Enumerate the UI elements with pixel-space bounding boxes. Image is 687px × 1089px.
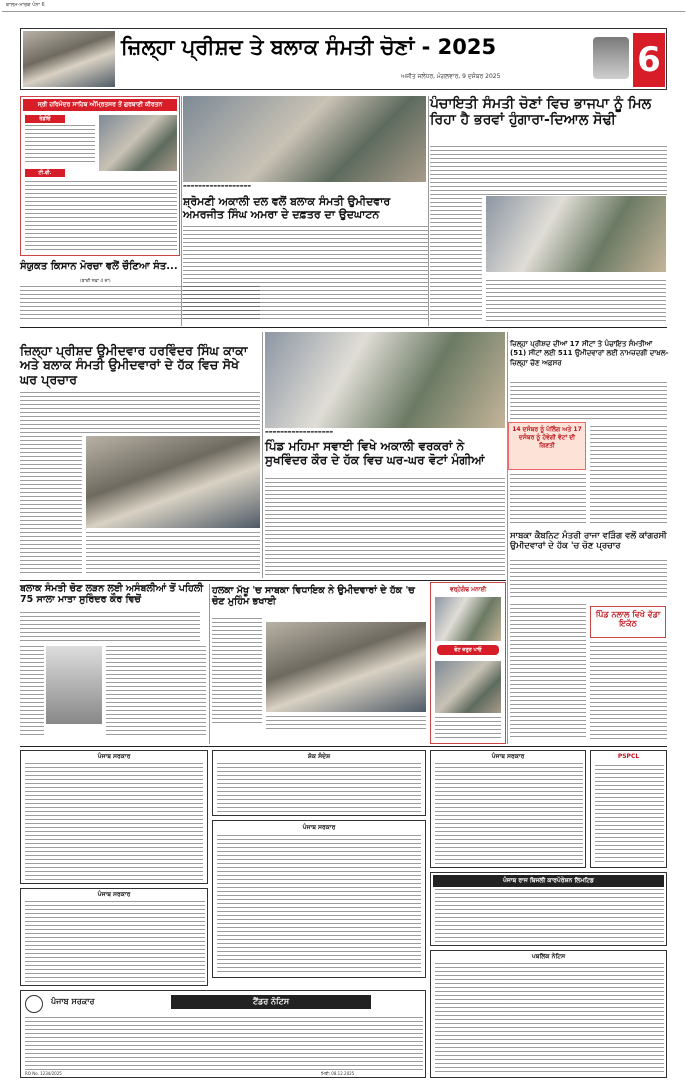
masthead-dateline: ਅਜੀਤ ਜਲੰਧਰ, ਮੰਗਲਵਾਰ, 9 ਦਸੰਬਰ 2025 [401,73,501,80]
top-strip [2,0,685,12]
seats-headline: ਜ਼ਿਲ੍ਹਾ ਪ੍ਰੀਸ਼ਦ ਦੀਆਂ 17 ਸੀਟਾਂ ਤੇ ਪੰਚਾਇਤ ਸੰਮਤੀਆਂ (51) ਸੀਟਾਂ ਲਈ 511 ਉਮੀਦਵਾਰਾਂ ਲਈ ਨਾਮਜ਼ਦਗੀ ਦਾਖ਼ਲ-ਜ਼ਿਲ੍ਹਾ ਚੋਣ ਅਫ਼ਸਰ [510,340,669,367]
mahima-headline: ਪਿੰਡ ਮਹਿਮਾ ਸਵਾਈ ਵਿਖੇ ਅਕਾਲੀ ਵਰਕਰਾਂ ਨੇ ਸੁਖਵਿੰਦਰ ਕੌਰ ਦੇ ਹੱਕ ਵਿਚ ਘਰ-ਘਰ ਵੋਟਾਂ ਮੰਗੀਆਂ [265,439,485,467]
section-rule-3 [20,746,667,747]
balam-headline: ਬਲਾਕ ਸੰਮਤੀ ਚੋਣ ਲੜਨ ਲਈ ਅਸੰਬਲੀਆਂ ਤੋਂ ਪਹਿਲੀ 75 ਸਾਲਾ ਮਾਤਾ ਸੁਰਿੰਦਰ ਕੌਰ ਵਿਚੋਂ [20,583,204,605]
zila-headline: ਜ਼ਿਲ੍ਹਾ ਪ੍ਰੀਸ਼ਦ ਉਮੀਦਵਾਰ ਹਰਵਿੰਦਰ ਸਿੰਘ ਕਾਕਾ ਅਤੇ ਬਲਾਕ ਸੰਮਤੀ ਉਮੀਦਵਾਰਾਂ ਦੇ ਹੱਕ ਵਿਚ ਸੋਖੇ ਘਰ ਪ੍ਰਚਾਰ [20,343,248,387]
mata-photo [46,646,102,724]
ad-center-shok-title: ਸ਼ੋਕ ਸੰਦੇਸ਼ [307,753,331,760]
ballot-box-icon [593,37,629,79]
radio-tag: ਰੇਡੀਓ [25,115,65,123]
ad-tender-heading: ਟੈਂਡਰ ਨੋਟਿਸ [171,995,371,1009]
col-rule-a [181,96,182,326]
ad-right-notice-body [435,763,583,865]
ad-pspcl-logo: PSPCL [617,753,640,760]
halka-headline: ਹਲਕਾ ਮੱਖੂ 'ਚ ਸਾਬਕਾ ਵਿਧਾਇਕ ਨੇ ਉਮੀਦਵਾਰਾਂ ਦੇ ਹੱਕ 'ਚ ਚੋਣ ਮੁਹਿੰਮ ਭਖਾਈ [212,585,415,607]
ad-right-notice [430,750,586,868]
warring-headline: ਸਾਬਕਾ ਕੈਬਨਿਟ ਮੰਤਰੀ ਰਾਜਾ ਵੜਿੰਗ ਵਲੋਂ ਕਾਂਗਰਸੀ ਉਮੀਦਵਾਰਾਂ ਦੇ ਹੱਕ 'ਚ ਚੋਣ ਪ੍ਰਚਾਰ [510,531,667,551]
section-rule-1 [20,327,667,328]
ad-center-shok-body [217,763,421,813]
ad-pspcl-body [595,765,664,865]
ad-left-2 [20,888,208,986]
mahima-body [265,478,505,576]
mahima-caption: ▬▬▬▬▬▬▬▬▬▬▬▬▬▬▬▬▬▬ [265,430,334,434]
masthead-photo [23,31,115,87]
ad-left-2-body [25,901,205,983]
section-rule-2 [20,580,506,581]
ad-center-notice-title: ਪੰਜਾਬ ਸਰਕਾਰ [302,824,336,831]
golden-temple-photo [99,115,177,171]
balam-body-2 [106,646,206,736]
nalal-headline: ਪਿੰਡ ਨਲਾਲ ਵਿਖੇ ਵੱਡਾ ਇਕੱਠ [595,610,661,629]
protest-photo [183,96,426,182]
polling-callout [508,422,586,470]
page-number: 6 [633,33,665,87]
ad-left-title: ਪੰਜਾਬ ਸਰਕਾਰ [97,753,131,760]
bjp-body [430,146,667,196]
bjp-body-2 [486,280,666,322]
couple-photo-1 [435,597,501,641]
zila-body-col [20,436,82,576]
col-rule-c [262,332,263,578]
ad-tender [20,990,426,1078]
bjp-body-col [430,198,482,322]
nalal-body-2 [590,642,667,740]
bjp-headline: ਪੰਚਾਇਤੀ ਸੰਮਤੀ ਚੋਣਾਂ ਵਿਚ ਭਾਜਪਾ ਨੂੰ ਮਿਲ ਰਿਹਾ ਹੈ ਭਰਵਾਂ ਹੁੰਗਾਰਾ-ਦਿਆਲ ਸੋਢੀ [430,96,652,129]
zila-photo [86,436,260,528]
ad-center-shok [212,750,426,816]
polling-callout-text: 14 ਦਸੰਬਰ ਨੂੰ ਪੋਲਿੰਗ ਅਤੇ 17 ਦਸੰਬਰ ਨੂੰ ਹੋਵੇਗੀ ਵੋਟਾਂ ਦੀ ਗਿਣਤੀ [512,426,582,449]
top-strip-text: ਕਾਲਮ-ਮਾਰਕ ਪੰਨਾ 6 [6,2,45,8]
ad-left-body [25,763,203,881]
ad-corporation-title: ਪੰਜਾਬ ਰਾਜ ਬਿਜਲੀ ਕਾਰਪੋਰੇਸ਼ਨ ਲਿਮਟਿਡ [433,875,664,887]
balam-body-col [20,646,44,736]
halka-body-col [212,618,262,726]
kisan-sub: (ਬਾਕੀ ਸਫ਼ਾ 4 ਦਾ) [80,279,111,284]
masthead [20,28,667,90]
wedding-text [435,717,501,739]
radio-text [25,125,95,165]
left-feature-box [20,96,180,256]
ad-center-notice [212,820,426,978]
akali-headline: ਸ਼੍ਰੋਮਣੀ ਅਕਾਲੀ ਦਲ ਵਲੋਂ ਬਲਾਕ ਸੰਮਤੀ ਉਮੀਦਵਾਰ ਅਮਰਜੀਤ ਸਿੰਘ ਅਮਰਾ ਦੇ ਦਫ਼ਤਰ ਦਾ ਉਦਘਾਟਨ [183,195,391,221]
mahima-photo [265,332,505,428]
ad-right-notice-title: ਪੰਜਾਬ ਸਰਕਾਰ [491,753,525,760]
nalal-body [510,604,586,740]
ad-left-notice [20,750,208,884]
ad-center-notice-body [217,835,421,975]
seats-body [510,382,667,422]
halka-photo [266,622,426,712]
ad-public-notice-body [435,963,664,1075]
zila-body [20,392,260,434]
ad-left-2-title: ਪੰਜਾਬ ਸਰਕਾਰ [97,891,131,898]
ad-corporation-body [435,889,664,943]
balam-body [20,612,200,642]
emblem-icon [25,995,43,1013]
zila-body-2 [86,532,260,576]
col-rule-d [507,332,508,744]
warring-body [510,560,667,600]
col-rule-e [209,584,210,744]
ad-pspcl [590,750,667,868]
ad-tender-ro: RO No. 1234/2025 [25,1071,62,1076]
ad-public-notice-title: ਪਬਲਿਕ ਨੋਟਿਸ [531,953,566,960]
seats-body-2 [510,474,586,526]
tv-text [25,181,177,251]
tv-tag: ਟੀ.ਵੀ. [25,169,65,177]
akali-body [183,226,429,322]
ad-tender-date: ਮਿਤੀ: 08.12.2025 [321,1071,355,1076]
bjp-meeting-photo [486,196,666,272]
couple-photo-2 [435,661,501,713]
masthead-title: ਜ਼ਿਲ੍ਹਾ ਪ੍ਰੀਸ਼ਦ ਤੇ ਬਲਾਕ ਸੰਮਤੀ ਚੋਣਾਂ - 2025 [121,35,497,59]
ad-tender-title: ਪੰਜਾਬ ਸਰਕਾਰ [51,997,95,1006]
halka-body-2 [266,716,426,730]
wedding-badge: ਵੋਟ ਜ਼ਰੂਰ ਪਾਓ [437,645,499,655]
ad-corporation [430,872,667,946]
col-rule-b [428,96,429,326]
ad-tender-body [25,1017,423,1071]
wedding-box [430,582,506,744]
wedding-header: ਵਰ੍ਹੇਗੰਢ ਮਨਾਈ [449,586,487,593]
kisan-headline: ਸੰਯੁਕਤ ਕਿਸਾਨ ਮੋਰਚਾ ਵਲੋਂ ਚੌਣਿਆ ਸੰਤ... [20,261,178,272]
protest-caption: ▬▬▬▬▬▬▬▬▬▬▬▬▬▬▬▬▬▬ [183,184,252,188]
ad-public-notice [430,950,667,1078]
nalal-box [590,606,666,638]
left-feature-header: ਸ੍ਰੀ ਹਰਿਮੰਦਰ ਸਾਹਿਬ ਅੰਮ੍ਰਿਤਸਰ ਤੋਂ ਗੁਰਬਾਣੀ ਕੀਰਤਨ [23,99,177,111]
seats-body-col [590,426,667,526]
